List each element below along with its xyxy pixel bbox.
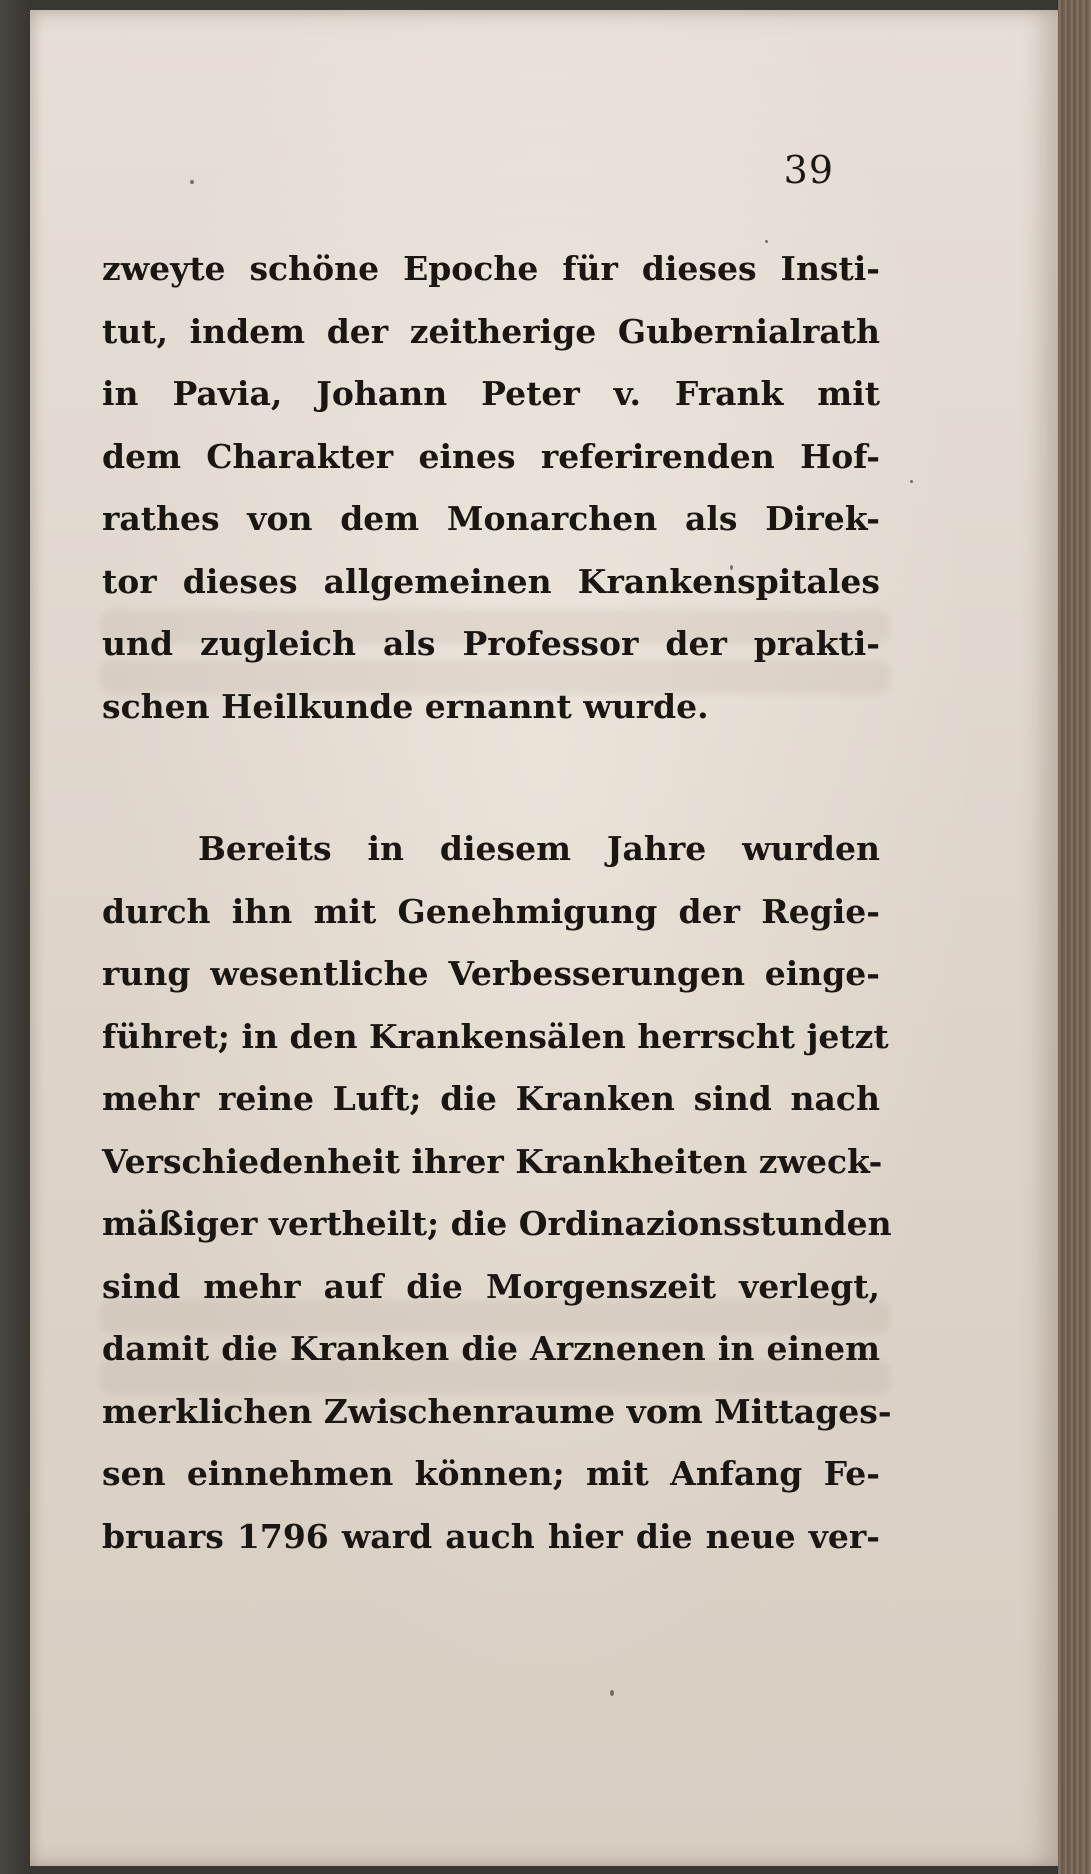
text-line: damit die Kranken die Arznenen in einem	[102, 1329, 880, 1368]
text-line: Verschiedenheit ihrer Krankheiten zweck-	[102, 1141, 883, 1181]
paper-speck	[610, 1690, 614, 1696]
text-line: in Pavia, Johann Peter v. Frank mit	[102, 374, 880, 413]
body-text	[102, 238, 892, 1568]
paragraph-gap	[102, 738, 880, 818]
text-line: mäßiger vertheilt; die Ordinazionsstunden	[102, 1204, 892, 1243]
text-line: schen Heilkunde ernannt wurde.	[102, 686, 709, 726]
text-line: tor dieses allgemeinen Krankenspitales	[102, 561, 880, 601]
paper-speck	[910, 480, 913, 483]
page-stack-edge	[1058, 0, 1091, 1874]
text-line: bruars 1796 ward auch hier die neue ver-	[102, 1516, 880, 1556]
text-line: rung wesentliche Verbesserungen einge-	[102, 954, 880, 993]
text-line: und zugleich als Professor der prakti-	[102, 624, 880, 663]
text-line: sind mehr auf die Morgenszeit verlegt,	[102, 1266, 880, 1306]
text-line: zweyte schöne Epoche für dieses Insti-	[102, 249, 880, 288]
paper-speck	[190, 180, 194, 184]
text-line: sen einnehmen können; mit Anfang Fe-	[102, 1454, 880, 1493]
text-line: tut, indem der zeitherige Gubernialrath	[102, 311, 880, 351]
paper-sheet	[30, 10, 1058, 1866]
text-line: merklichen Zwischenraume vom Mittages-	[102, 1391, 892, 1431]
text-line: rathes von dem Monarchen als Direk-	[102, 499, 880, 538]
text-line: führet; in den Krankensälen herrscht jetzt	[102, 1016, 889, 1056]
text-line: Bereits in diesem Jahre wurden	[198, 829, 880, 868]
text-line: dem Charakter eines referirenden Hof-	[102, 436, 880, 476]
text-line: mehr reine Luft; die Kranken sind nach	[102, 1079, 880, 1118]
text-line: durch ihn mit Genehmigung der Regie-	[102, 891, 880, 931]
page-number: 39	[783, 148, 834, 192]
